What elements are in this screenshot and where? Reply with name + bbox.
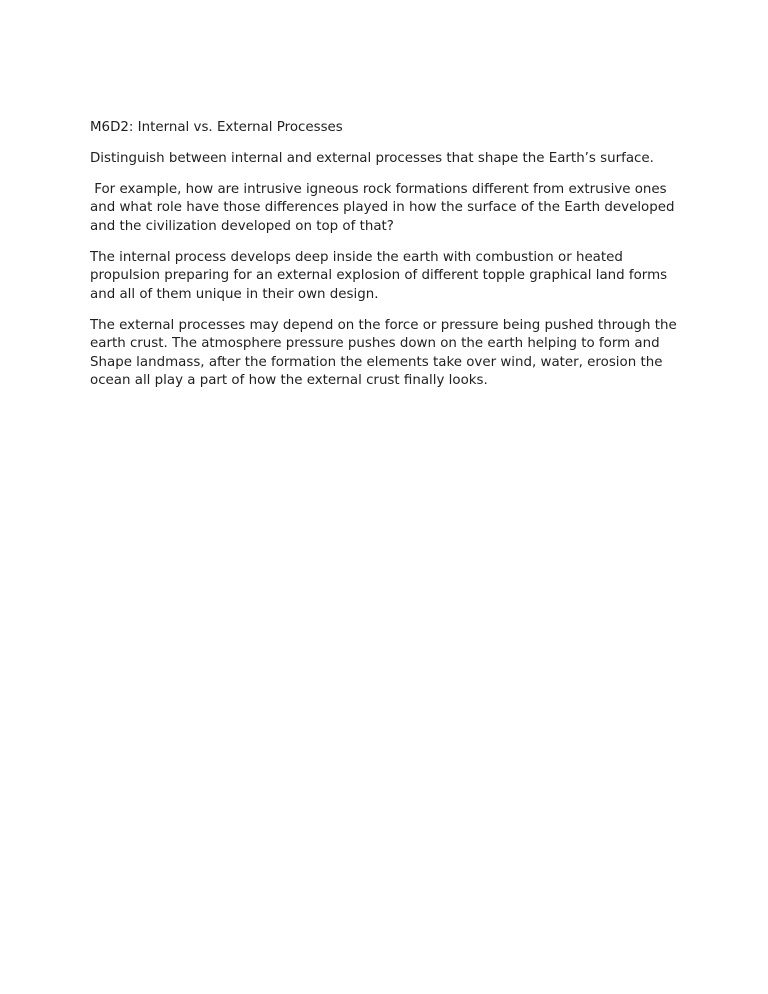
document-body — [90, 119, 690, 403]
document-title: M6D2: Internal vs. External Processes — [90, 120, 343, 135]
paragraph-example: For example, how are intrusive igneous rock formations different from extrusive ones and what role have those differences played in how the surface of the Earth developed and the civilization developed on top of that? — [90, 181, 679, 234]
paragraph-internal: The internal process develops deep inside the earth with combustion or heated propulsion preparing for an external explosion of different topple graphical land forms and all of them unique in their own design. — [90, 249, 668, 302]
paragraph-external: The external processes may depend on the force or pressure being pushed through the earth crust. The atmosphere pressure pushes down on the earth helping to form and Shape landmass, after the formation the elements take over wind, water, erosion the ocean all play a part of how the external crust finally looks. — [90, 317, 677, 388]
paragraph-prompt: Distinguish between internal and external processes that shape the Earth’s surface. — [90, 150, 654, 166]
